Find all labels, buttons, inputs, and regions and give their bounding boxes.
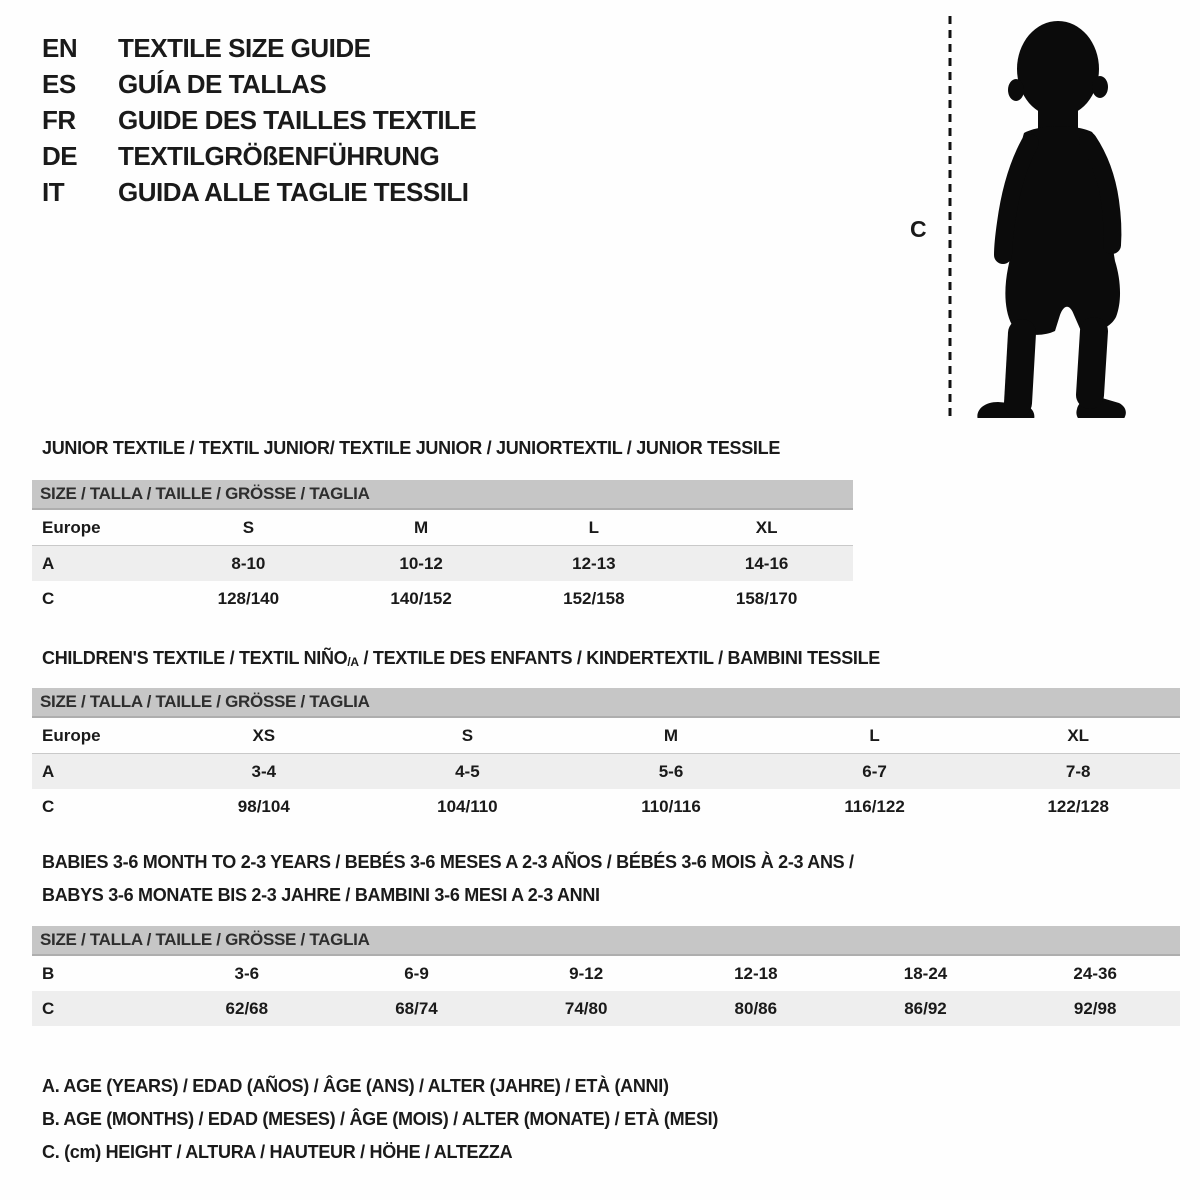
- legend: [42, 1070, 718, 1169]
- junior-size-table: [32, 480, 853, 616]
- language-code: FR: [42, 104, 76, 135]
- row-label: C: [42, 588, 55, 608]
- legend-line-a: A. AGE (YEARS) / EDAD (AÑOS) / ÂGE (ANS) / ALTER (JAHRE) / ETÀ (ANNI): [42, 1076, 669, 1096]
- value-cell: 158/170: [735, 588, 798, 608]
- language-row-fr: [42, 102, 476, 138]
- babies-section-heading: [42, 846, 854, 912]
- language-title: TEXTILE SIZE GUIDE: [118, 32, 371, 63]
- size-column: L: [869, 725, 880, 745]
- value-cell: 7-8: [1065, 761, 1091, 781]
- children-columns-row: [32, 718, 1180, 754]
- babies-row-b: [32, 956, 1180, 991]
- language-row-en: [42, 30, 476, 66]
- babies-heading-line2: BABYS 3-6 MONATE BIS 2-3 JAHRE / BAMBINI 3-6 MESI A 2-3 ANNI: [42, 885, 600, 905]
- language-title: GUÍA DE TALLAS: [118, 68, 327, 99]
- size-column: M: [663, 725, 679, 745]
- children-size-table: [32, 688, 1180, 824]
- language-code: IT: [42, 176, 65, 207]
- language-title-list: [42, 30, 476, 210]
- row-label: B: [42, 963, 55, 983]
- babies-size-table: [32, 926, 1180, 1026]
- children-size-header-bar: SIZE / TALLA / TAILLE / GRÖSSE / TAGLIA: [32, 688, 1180, 718]
- value-cell: 18-24: [903, 963, 948, 983]
- baby-silhouette: [970, 16, 1140, 418]
- junior-size-header-bar: SIZE / TALLA / TAILLE / GRÖSSE / TAGLIA: [32, 480, 853, 510]
- value-cell: 10-12: [399, 553, 443, 573]
- language-title: GUIDA ALLE TAGLIE TESSILI: [118, 176, 469, 207]
- junior-section-heading: JUNIOR TEXTILE / TEXTIL JUNIOR/ TEXTILE JUNIOR / JUNIORTEXTIL / JUNIOR TESSILE: [42, 438, 781, 458]
- value-cell: 74/80: [564, 998, 608, 1018]
- value-cell: 6-9: [404, 963, 429, 983]
- language-code: DE: [42, 140, 78, 171]
- value-cell: 3-6: [234, 963, 260, 983]
- value-cell: 24-36: [1073, 963, 1117, 983]
- value-cell: 140/152: [390, 588, 452, 608]
- children-heading-prefix: CHILDREN'S TEXTILE / TEXTIL NIÑO: [42, 648, 348, 668]
- babies-row-c: [32, 991, 1180, 1026]
- value-cell: 6-7: [862, 761, 887, 781]
- height-figure: [898, 14, 1160, 426]
- size-column: S: [461, 725, 474, 745]
- value-cell: 98/104: [237, 796, 290, 816]
- language-code: ES: [42, 68, 76, 99]
- size-column: XL: [755, 517, 778, 537]
- junior-columns-row: [32, 510, 853, 546]
- children-row-c: [32, 789, 1180, 824]
- value-cell: 62/68: [225, 998, 269, 1018]
- row-label: A: [42, 761, 55, 781]
- children-section-heading: [42, 648, 880, 669]
- value-cell: 14-16: [744, 553, 789, 573]
- value-cell: 92/98: [1073, 998, 1117, 1018]
- region-label: Europe: [42, 517, 101, 537]
- language-row-it: [42, 174, 476, 210]
- value-cell: 4-5: [455, 761, 480, 781]
- value-cell: 8-10: [231, 553, 266, 573]
- region-label: Europe: [42, 725, 101, 745]
- children-heading-sub: /A: [347, 655, 359, 669]
- value-cell: 104/110: [437, 796, 498, 816]
- value-cell: 152/158: [563, 588, 625, 608]
- size-column: M: [414, 517, 429, 537]
- row-label: C: [42, 796, 55, 816]
- size-column: XS: [252, 725, 276, 745]
- height-measure-label: C: [910, 216, 927, 242]
- size-column: S: [242, 517, 255, 537]
- height-measure-line: [948, 16, 952, 418]
- language-title: TEXTILGRÖßENFÜHRUNG: [118, 140, 440, 171]
- value-cell: 122/128: [1047, 796, 1109, 816]
- size-column: XL: [1067, 725, 1090, 745]
- language-code: EN: [42, 32, 78, 63]
- language-title: GUIDE DES TAILLES TEXTILE: [118, 104, 477, 135]
- language-row-de: [42, 138, 476, 174]
- row-label: A: [42, 553, 55, 573]
- value-cell: 116/122: [844, 796, 905, 816]
- value-cell: 12-18: [734, 963, 778, 983]
- legend-line-b: B. AGE (MONTHS) / EDAD (MESES) / ÂGE (MOIS) / ALTER (MONATE) / ETÀ (MESI): [42, 1109, 719, 1129]
- junior-row-c: [32, 581, 853, 616]
- children-heading-suffix: / TEXTILE DES ENFANTS / KINDERTEXTIL / BAMBINI TESSILE: [358, 648, 880, 668]
- value-cell: 5-6: [658, 761, 684, 781]
- row-label: C: [42, 998, 55, 1018]
- children-row-a: [32, 754, 1180, 789]
- language-row-es: [42, 66, 476, 102]
- babies-size-header-bar: SIZE / TALLA / TAILLE / GRÖSSE / TAGLIA: [32, 926, 1180, 956]
- value-cell: 128/140: [217, 588, 280, 608]
- value-cell: 110/116: [641, 796, 701, 816]
- junior-row-a: [32, 546, 853, 581]
- value-cell: 80/86: [734, 998, 778, 1018]
- value-cell: 12-13: [572, 553, 616, 573]
- value-cell: 9-12: [569, 963, 604, 983]
- value-cell: 86/92: [904, 998, 947, 1018]
- legend-line-c: C. (cm) HEIGHT / ALTURA / HAUTEUR / HÖHE / ALTEZZA: [42, 1142, 513, 1162]
- size-column: L: [588, 517, 600, 537]
- babies-heading-line1: BABIES 3-6 MONTH TO 2-3 YEARS / BEBÉS 3-6 MESES A 2-3 AÑOS / BÉBÉS 3-6 MOIS À 2-3 ANS /: [42, 852, 854, 872]
- value-cell: 68/74: [395, 998, 438, 1018]
- value-cell: 3-4: [251, 761, 277, 781]
